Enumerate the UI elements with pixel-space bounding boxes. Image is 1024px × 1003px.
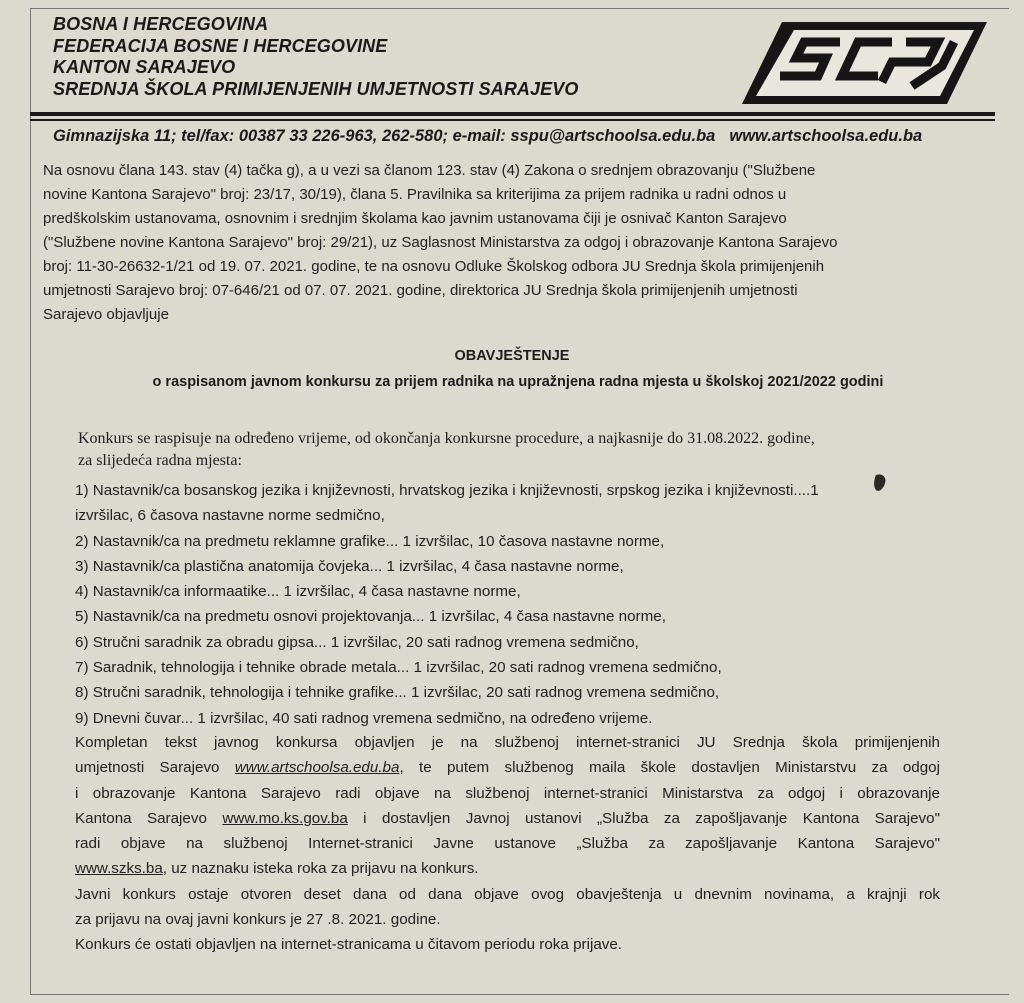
list-item: 6) Stručni saradnik za obradu gipsa... 1 izvršilac, 20 sati radnog vremena sedmično, [75, 633, 639, 651]
closing-text: , te putem službenog maila škole dostavljen Ministarstvu za odgoj [399, 759, 940, 777]
closing-text: , uz naznaku isteka roka za prijavu na konkurs. [162, 860, 479, 878]
konkurs-line: za slijedeća radna mjesta: [78, 452, 242, 469]
ink-blot-icon [873, 473, 887, 493]
closing-line: Konkurs će ostati objavljen na internet-stranicama u čitavom periodu roka prijave. [75, 936, 623, 954]
list-item: 2) Nastavnik/ca na predmetu reklamne grafike... 1 izvršilac, 10 časova nastavne norme, [75, 532, 665, 550]
list-item: 1) Nastavnik/ca bosanskog jezika i književnosti, hrvatskog jezika i književnosti, srpskog jezika i književnosti....1 [75, 482, 819, 499]
list-item: 9) Dnevni čuvar... 1 izvršilac, 40 sati radnog vremena sedmično, na određeno vrijeme. [75, 709, 653, 727]
intro-line: ("Službene novine Kantona Sarajevo" broj: 29/21), uz Saglasnost Ministarstva za odgoj i obrazovanje Kantona Sarajevo [43, 234, 838, 251]
contact-address: Gimnazijska 11; tel/fax: 00387 33 226-963, 262-580; e-mail: sspu@artschoolsa.edu.ba [53, 127, 716, 145]
school-website[interactable]: www.artschoolsa.edu.ba [729, 127, 923, 145]
closing-text: umjetnosti Sarajevo [75, 759, 235, 777]
list-item: 8) Stručni saradnik, tehnologija i tehnike grafike... 1 izvršilac, 20 sati radnog vremena sedmično, [75, 684, 720, 702]
closing-line [75, 856, 940, 881]
closing-line: radi objave na službenoj Internet-stranici Javne ustanove „Služba za zapošljavanje Kantona Sarajevo" [75, 835, 940, 853]
letterhead-line: KANTON SARAJEVO [53, 57, 236, 77]
konkurs-line: Konkurs se raspisuje na određeno vrijeme, od okončanja konkursne procedure, a najkasnije do 31.08.2022. godine, [78, 430, 815, 447]
list-item: 5) Nastavnik/ca na predmetu osnovi projektovanja... 1 izvršilac, 4 časa nastavne norme, [75, 608, 666, 626]
header-rule [30, 119, 995, 121]
closing-text: i dostavljen Javnoj ustanovi „Služba za zapošljavanje Kantona Sarajevo" [347, 809, 940, 827]
closing-line: Kompletan tekst javnog konkursa objavljen je na službenoj internet-stranici JU Srednja škola primijenjenih [75, 734, 940, 751]
intro-paragraph [43, 159, 993, 327]
closing-line: i obrazovanje Kantona Sarajevo radi objave na službenoj internet-stranici Ministarstva za odgoj i obrazovanje [75, 784, 940, 802]
letterhead [53, 14, 653, 100]
closing-line [75, 755, 940, 780]
ministry-website-link[interactable]: www.mo.ks.gov.ba [222, 809, 348, 827]
intro-line: umjetnosti Sarajevo broj: 07-646/21 od 07. 07. 2021. godine, direktorica JU Srednja škola primijenjenih umjetnosti [43, 282, 798, 299]
closing-line: Javni konkurs ostaje otvoren deset dana od dana objave ovog obavještenja u dnevnim novinama, a krajnji rok [75, 885, 940, 903]
list-item: 7) Saradnik, tehnologija i tehnike obrade metala... 1 izvršilac, 20 sati radnog vremena sedmično, [75, 659, 722, 677]
closing-paragraph [75, 730, 940, 958]
letterhead-line: FEDERACIJA BOSNE I HERCEGOVINE [53, 35, 388, 56]
konkurs-paragraph [78, 428, 978, 472]
notice-subtitle: o raspisanom javnom konkursu za prijem radnika na upražnjena radna mjesta u školskoj 2021/2022 godini [152, 374, 884, 390]
intro-line: Sarajevo objavljuje [43, 306, 169, 323]
closing-line [75, 806, 940, 831]
positions-list [75, 478, 1005, 731]
list-item: izvršilac, 6 časova nastavne norme sedmično, [75, 507, 385, 525]
list-item: 4) Nastavnik/ca informaatike... 1 izvršilac, 4 časa nastavne norme, [75, 583, 521, 601]
intro-line: broj: 11-30-26632-1/21 od 19. 07. 2021. godine, te na osnovu Odluke Školskog odbora JU Srednja škola primijenjenih [43, 258, 825, 275]
intro-line: Na osnovu člana 143. stav (4) tačka g), a u vezi sa članom 123. stav (4) Zakona o srednjem obrazovanju ("Službene [43, 162, 816, 179]
notice-title: OBAVJEŠTENJE [454, 348, 570, 364]
closing-text: Kantona Sarajevo [75, 809, 223, 827]
contact-line [53, 126, 993, 146]
letterhead-line: SREDNJA ŠKOLA PRIMIJENJENIH UMJETNOSTI SARAJEVO [53, 78, 579, 99]
list-item: 3) Nastavnik/ca plastična anatomija čovjeka... 1 izvršilac, 4 časa nastavne norme, [75, 557, 624, 575]
intro-line: predškolskim ustanovama, osnovnim i srednjim školama kao javnim ustanovama čiji je osnivač Kanton Sarajevo [43, 210, 787, 227]
header-rule [30, 112, 995, 116]
closing-line: za prijavu na ovaj javni konkurs je 27 .8. 2021. godine. [75, 911, 441, 929]
school-logo [742, 20, 987, 104]
letterhead-line: BOSNA I HERCEGOVINA [53, 14, 269, 34]
szks-website-link[interactable]: www.szks.ba [75, 860, 163, 878]
school-website-link[interactable]: www.artschoolsa.edu.ba [234, 759, 400, 777]
intro-line: novine Kantona Sarajevo" broj: 23/17, 30/19), člana 5. Pravilnika sa kriterijima za prijem radnika u radni odnos u [43, 186, 787, 203]
